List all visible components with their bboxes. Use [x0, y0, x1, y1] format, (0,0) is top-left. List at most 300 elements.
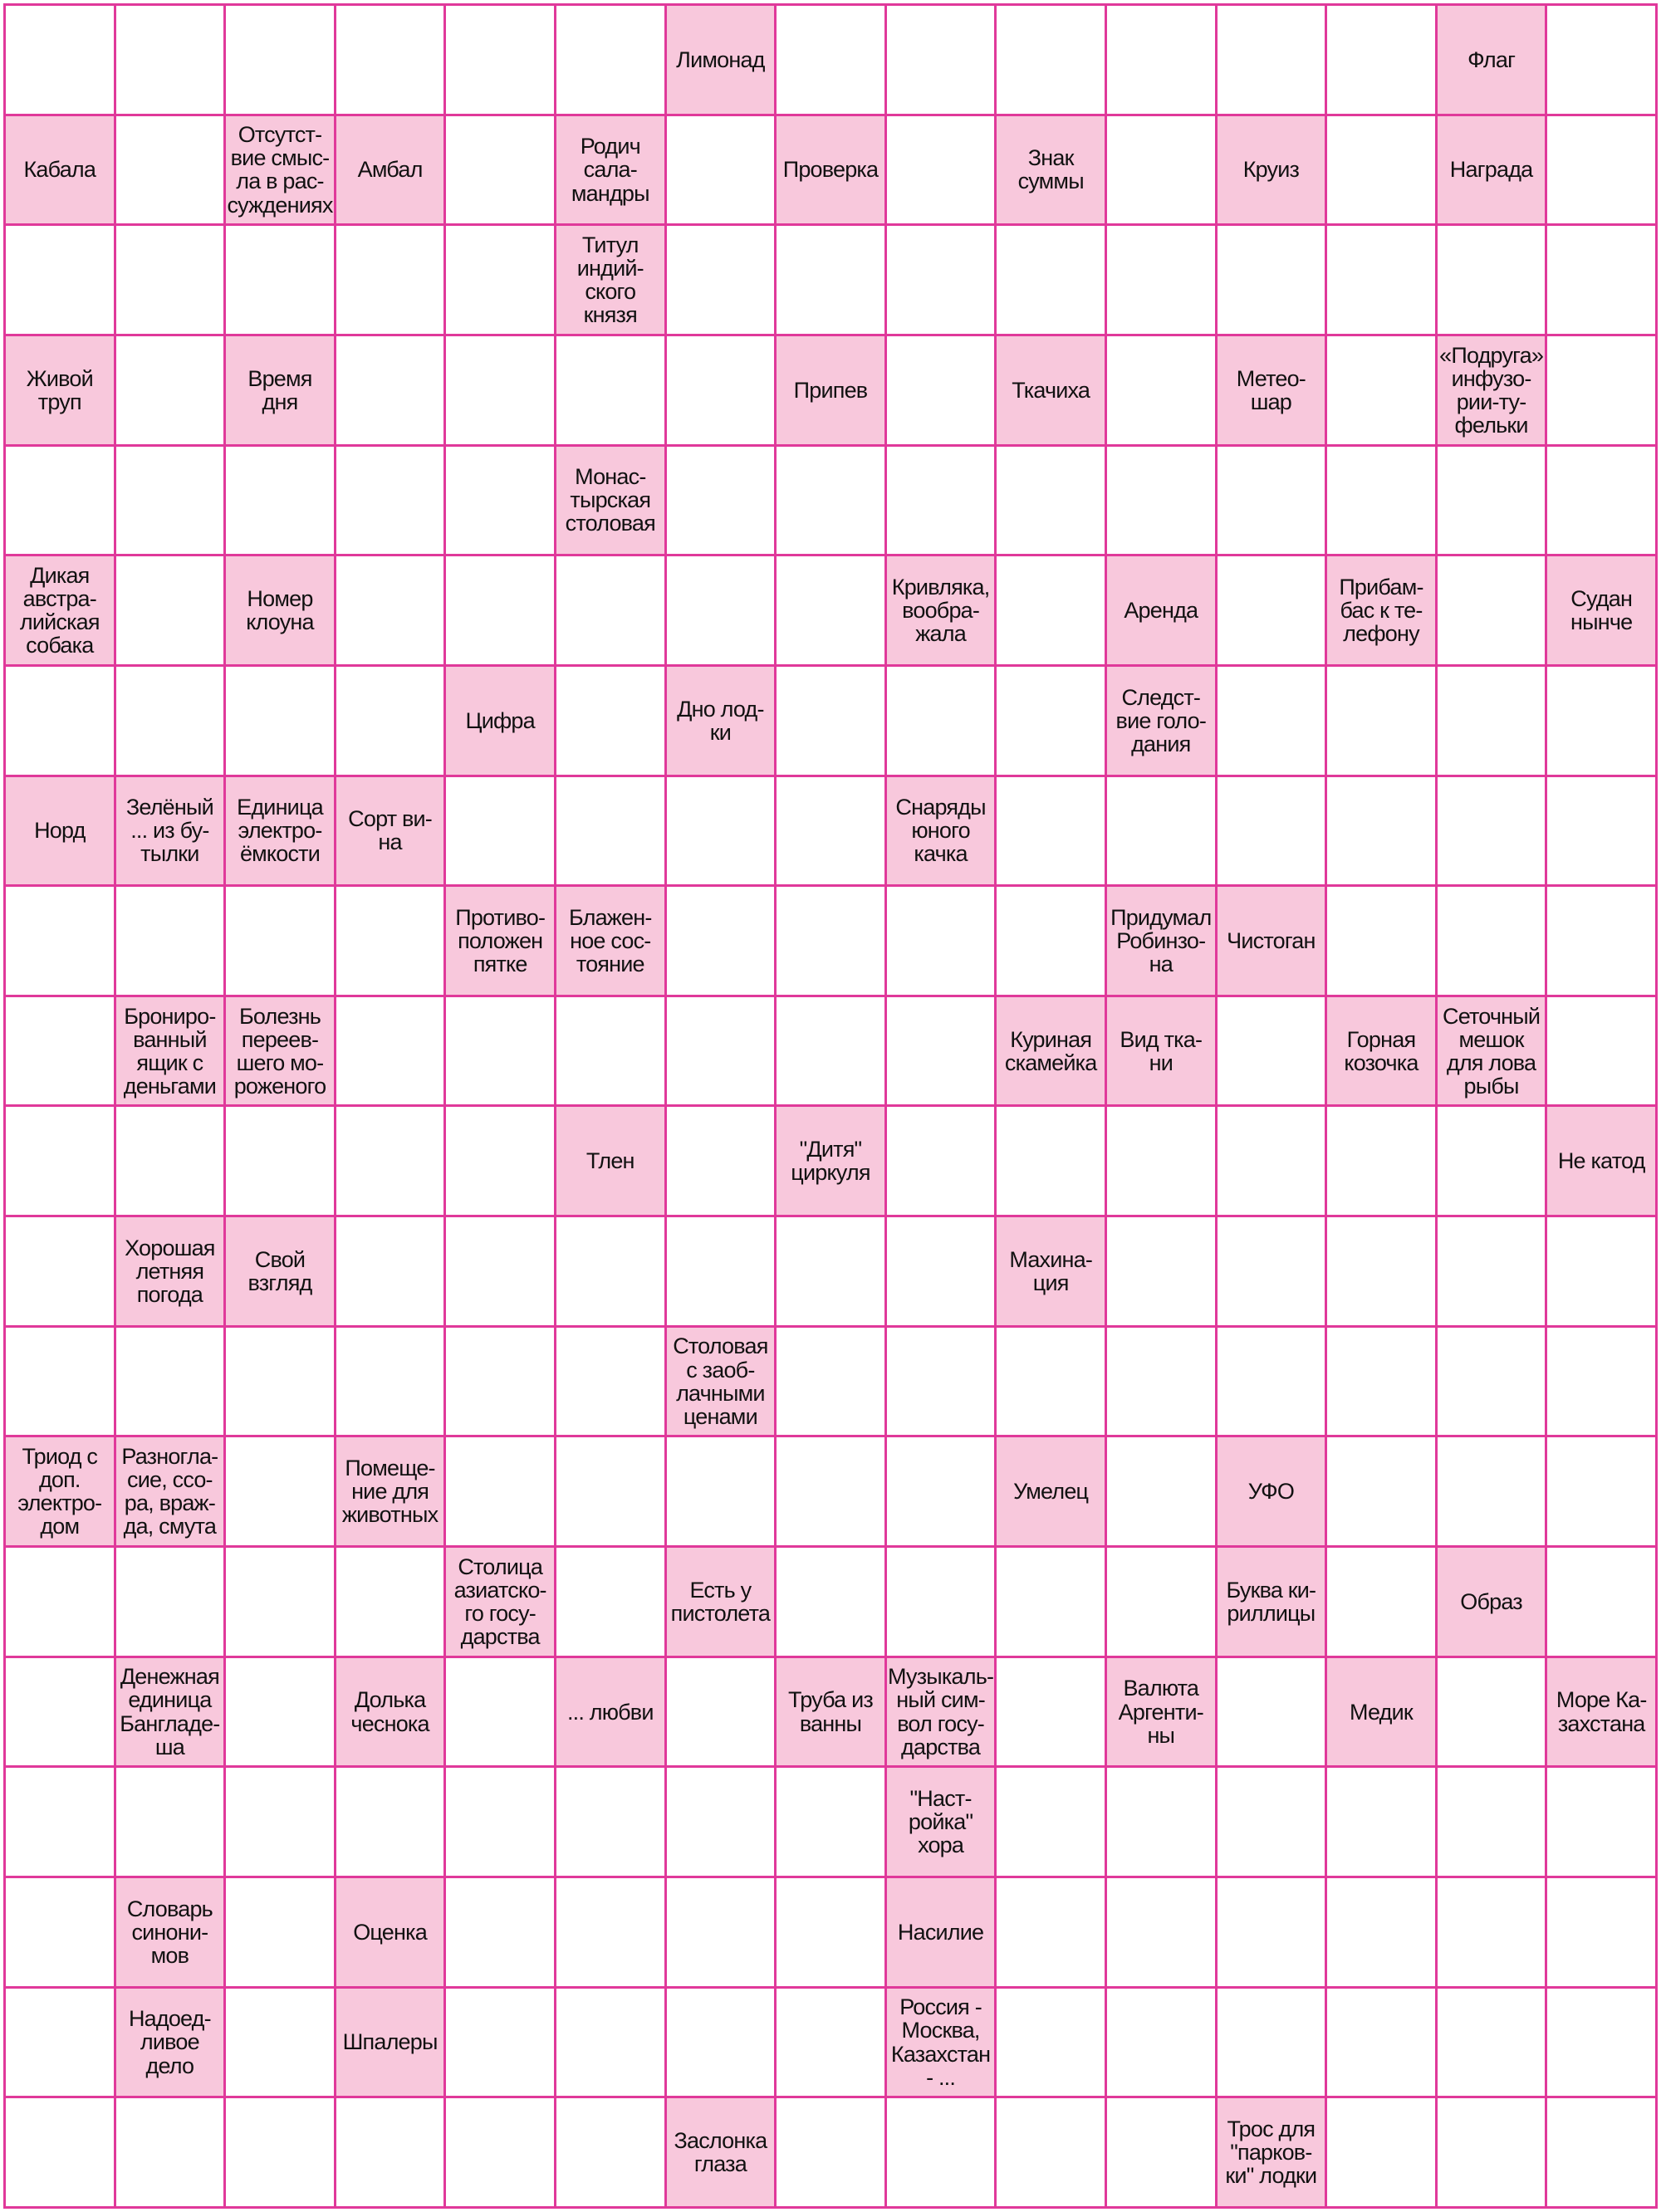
answer-cell[interactable]: [667, 887, 777, 997]
clue-text: Заслонка глаза: [674, 2128, 767, 2177]
clue-cell: [446, 667, 556, 777]
answer-cell[interactable]: [446, 1437, 556, 1548]
clue-text: Аренда: [1124, 598, 1198, 624]
answer-cell[interactable]: [1327, 1878, 1438, 1989]
answer-cell[interactable]: [336, 1768, 447, 1878]
answer-cell[interactable]: [446, 336, 556, 447]
answer-cell[interactable]: [887, 336, 997, 447]
clue-text: ... любви: [566, 1699, 654, 1725]
answer-cell[interactable]: [226, 1437, 336, 1548]
answer-cell[interactable]: [1547, 1768, 1658, 1878]
answer-cell[interactable]: [887, 2098, 997, 2209]
answer-cell[interactable]: [116, 1107, 227, 1217]
clue-cell: [226, 1217, 336, 1328]
answer-cell[interactable]: [556, 1768, 667, 1878]
answer-cell[interactable]: [116, 1548, 227, 1658]
answer-cell[interactable]: [226, 887, 336, 997]
answer-cell[interactable]: [1547, 6, 1658, 116]
answer-cell[interactable]: [1547, 777, 1658, 888]
answer-cell[interactable]: [997, 777, 1107, 888]
clue-cell: [1218, 2098, 1328, 2209]
answer-cell[interactable]: [1107, 6, 1218, 116]
answer-cell[interactable]: [667, 556, 777, 667]
clue-cell: [116, 1217, 227, 1328]
answer-cell[interactable]: [777, 667, 887, 777]
answer-cell[interactable]: [1438, 1768, 1548, 1878]
answer-cell[interactable]: [1327, 6, 1438, 116]
answer-cell[interactable]: [1218, 226, 1328, 336]
answer-cell[interactable]: [1218, 997, 1328, 1108]
answer-cell[interactable]: [1218, 1989, 1328, 2099]
answer-cell[interactable]: [1327, 1328, 1438, 1438]
clue-text: Дикая австра- лийская собака: [19, 562, 100, 658]
clue-cell: [1438, 6, 1548, 116]
answer-cell[interactable]: [1547, 1548, 1658, 1658]
clue-text: Музыкаль- ный сим- вол госу- дарства: [888, 1664, 994, 1759]
answer-cell[interactable]: [667, 997, 777, 1108]
answer-cell[interactable]: [336, 2098, 447, 2209]
answer-cell[interactable]: [667, 1878, 777, 1989]
answer-cell[interactable]: [6, 1217, 116, 1328]
answer-cell[interactable]: [446, 2098, 556, 2209]
answer-cell[interactable]: [1327, 2098, 1438, 2209]
clue-cell: [887, 1989, 997, 2099]
answer-cell[interactable]: [336, 1107, 447, 1217]
answer-cell[interactable]: [116, 1768, 227, 1878]
clue-text: Норд: [34, 818, 86, 844]
answer-cell[interactable]: [997, 1878, 1107, 1989]
clue-text: Родич сала- мандры: [571, 134, 649, 206]
answer-cell[interactable]: [887, 1217, 997, 1328]
answer-cell[interactable]: [1107, 1107, 1218, 1217]
answer-cell[interactable]: [336, 6, 447, 116]
answer-cell[interactable]: [887, 6, 997, 116]
answer-cell[interactable]: [1218, 667, 1328, 777]
clue-text: Судан нынче: [1570, 585, 1633, 635]
answer-cell[interactable]: [887, 1437, 997, 1548]
answer-cell[interactable]: [1107, 2098, 1218, 2209]
answer-cell[interactable]: [1547, 997, 1658, 1108]
clue-cell: [887, 1658, 997, 1769]
answer-cell[interactable]: [226, 2098, 336, 2209]
answer-cell[interactable]: [6, 1658, 116, 1769]
answer-cell[interactable]: [777, 1548, 887, 1658]
clue-cell: [116, 997, 227, 1108]
answer-cell[interactable]: [446, 1217, 556, 1328]
clue-text: Знак суммы: [1017, 145, 1084, 194]
answer-cell[interactable]: [446, 116, 556, 227]
answer-cell[interactable]: [556, 1878, 667, 1989]
answer-cell[interactable]: [6, 1768, 116, 1878]
clue-cell: [6, 1437, 116, 1548]
answer-cell[interactable]: [1218, 1328, 1328, 1438]
answer-cell[interactable]: [116, 556, 227, 667]
answer-cell[interactable]: [887, 447, 997, 557]
clue-text: Куриная скамейка: [1004, 1026, 1097, 1075]
answer-cell[interactable]: [116, 447, 227, 557]
answer-cell[interactable]: [777, 887, 887, 997]
clue-cell: [226, 116, 336, 227]
answer-cell[interactable]: [1327, 336, 1438, 447]
answer-cell[interactable]: [1547, 1217, 1658, 1328]
answer-cell[interactable]: [1547, 226, 1658, 336]
answer-cell[interactable]: [887, 667, 997, 777]
clue-cell: [556, 447, 667, 557]
answer-cell[interactable]: [777, 997, 887, 1108]
answer-cell[interactable]: [6, 667, 116, 777]
clue-cell: [116, 1878, 227, 1989]
answer-cell[interactable]: [226, 667, 336, 777]
answer-cell[interactable]: [667, 1989, 777, 2099]
answer-cell[interactable]: [226, 1328, 336, 1438]
answer-cell[interactable]: [1107, 1437, 1218, 1548]
answer-cell[interactable]: [446, 1989, 556, 2099]
answer-cell[interactable]: [116, 1328, 227, 1438]
answer-cell[interactable]: [1107, 116, 1218, 227]
clue-text: Цифра: [465, 707, 535, 733]
answer-cell[interactable]: [556, 667, 667, 777]
answer-cell[interactable]: [1438, 667, 1548, 777]
answer-cell[interactable]: [997, 226, 1107, 336]
answer-cell[interactable]: [1327, 667, 1438, 777]
clue-cell: [1107, 667, 1218, 777]
answer-cell[interactable]: [1327, 777, 1438, 888]
answer-cell[interactable]: [1218, 447, 1328, 557]
answer-cell[interactable]: [556, 1548, 667, 1658]
clue-cell: [1107, 887, 1218, 997]
answer-cell[interactable]: [336, 1548, 447, 1658]
answer-cell[interactable]: [1218, 1658, 1328, 1769]
answer-cell[interactable]: [6, 997, 116, 1108]
clue-cell: [997, 1217, 1107, 1328]
answer-cell[interactable]: [1327, 1107, 1438, 1217]
answer-cell[interactable]: [556, 777, 667, 888]
answer-cell[interactable]: [1438, 1107, 1548, 1217]
answer-cell[interactable]: [336, 336, 447, 447]
answer-cell[interactable]: [446, 997, 556, 1108]
answer-cell[interactable]: [226, 1878, 336, 1989]
answer-cell[interactable]: [446, 6, 556, 116]
answer-cell[interactable]: [777, 1878, 887, 1989]
answer-cell[interactable]: [1438, 1878, 1548, 1989]
answer-cell[interactable]: [997, 6, 1107, 116]
answer-cell[interactable]: [1547, 1878, 1658, 1989]
clue-cell: [226, 777, 336, 888]
answer-cell[interactable]: [1547, 447, 1658, 557]
answer-cell[interactable]: [667, 116, 777, 227]
answer-cell[interactable]: [226, 1548, 336, 1658]
clue-text: Валюта Аргенти- ны: [1118, 1676, 1203, 1748]
clue-text: Труба из ванны: [788, 1687, 873, 1736]
answer-cell[interactable]: [556, 997, 667, 1108]
answer-cell[interactable]: [1107, 447, 1218, 557]
clue-text: Снаряды юного качка: [895, 795, 986, 867]
answer-cell[interactable]: [1547, 116, 1658, 227]
clue-text: Надоед- ливое дело: [128, 2006, 211, 2078]
answer-cell[interactable]: [1327, 226, 1438, 336]
clue-text: "Наст- ройка" хора: [908, 1786, 973, 1858]
answer-cell[interactable]: [667, 777, 777, 888]
clue-cell: [777, 336, 887, 447]
clue-text: «Подруга» инфузо- рии-ту- фельки: [1439, 342, 1544, 438]
answer-cell[interactable]: [1107, 1878, 1218, 1989]
answer-cell[interactable]: [1218, 1107, 1328, 1217]
answer-cell[interactable]: [1107, 226, 1218, 336]
answer-cell[interactable]: [887, 1107, 997, 1217]
answer-cell[interactable]: [336, 887, 447, 997]
answer-cell[interactable]: [777, 1989, 887, 2099]
answer-cell[interactable]: [226, 6, 336, 116]
clue-text: Прибам- бас к те- лефону: [1339, 574, 1423, 647]
answer-cell[interactable]: [6, 447, 116, 557]
answer-cell[interactable]: [777, 1768, 887, 1878]
answer-cell[interactable]: [887, 116, 997, 227]
clue-cell: [997, 336, 1107, 447]
answer-cell[interactable]: [1327, 887, 1438, 997]
answer-cell[interactable]: [1107, 1328, 1218, 1438]
clue-text: Противо- положен пятке: [455, 904, 546, 977]
answer-cell[interactable]: [667, 336, 777, 447]
answer-cell[interactable]: [997, 1768, 1107, 1878]
clue-cell: [556, 1107, 667, 1217]
answer-cell[interactable]: [997, 887, 1107, 997]
answer-cell[interactable]: [1547, 2098, 1658, 2209]
answer-cell[interactable]: [777, 226, 887, 336]
answer-cell[interactable]: [1218, 6, 1328, 116]
answer-cell[interactable]: [6, 1878, 116, 1989]
answer-cell[interactable]: [1547, 336, 1658, 447]
answer-cell[interactable]: [1438, 1658, 1548, 1769]
clue-text: Образ: [1460, 1588, 1522, 1614]
answer-cell[interactable]: [336, 226, 447, 336]
answer-cell[interactable]: [336, 1328, 447, 1438]
answer-cell[interactable]: [6, 6, 116, 116]
answer-cell[interactable]: [1547, 887, 1658, 997]
clue-text: Придумал Робинзо- на: [1110, 904, 1212, 977]
answer-cell[interactable]: [446, 1878, 556, 1989]
answer-cell[interactable]: [777, 1437, 887, 1548]
answer-cell[interactable]: [446, 447, 556, 557]
answer-cell[interactable]: [997, 556, 1107, 667]
answer-cell[interactable]: [6, 1989, 116, 2099]
clue-text: Проверка: [782, 157, 879, 183]
answer-cell[interactable]: [1107, 1548, 1218, 1658]
clue-text: Монас- тырская столовая: [565, 464, 655, 536]
clue-cell: [226, 556, 336, 667]
answer-cell[interactable]: [1438, 1437, 1548, 1548]
clue-text: Вид тка- ни: [1120, 1026, 1203, 1075]
answer-cell[interactable]: [1218, 1878, 1328, 1989]
clue-text: Буква ки- риллицы: [1226, 1577, 1316, 1626]
clue-cell: [1438, 997, 1548, 1108]
answer-cell[interactable]: [997, 1548, 1107, 1658]
answer-cell[interactable]: [116, 226, 227, 336]
answer-cell[interactable]: [1438, 1989, 1548, 2099]
answer-cell[interactable]: [1327, 116, 1438, 227]
answer-cell[interactable]: [6, 1107, 116, 1217]
answer-cell[interactable]: [6, 2098, 116, 2209]
clue-cell: [6, 777, 116, 888]
clue-cell: [446, 887, 556, 997]
answer-cell[interactable]: [116, 6, 227, 116]
answer-cell[interactable]: [1547, 1328, 1658, 1438]
answer-cell[interactable]: [1438, 556, 1548, 667]
answer-cell[interactable]: [777, 447, 887, 557]
answer-cell[interactable]: [336, 997, 447, 1108]
answer-cell[interactable]: [446, 1658, 556, 1769]
answer-cell[interactable]: [446, 1107, 556, 1217]
answer-cell[interactable]: [556, 6, 667, 116]
answer-cell[interactable]: [1547, 1989, 1658, 2099]
answer-cell[interactable]: [226, 1989, 336, 2099]
answer-cell[interactable]: [556, 556, 667, 667]
clue-cell: [336, 1658, 447, 1769]
answer-cell[interactable]: [1218, 1217, 1328, 1328]
answer-cell[interactable]: [887, 1328, 997, 1438]
answer-cell[interactable]: [226, 1658, 336, 1769]
answer-cell[interactable]: [226, 1768, 336, 1878]
answer-cell[interactable]: [336, 447, 447, 557]
clue-text: Лимонад: [676, 46, 765, 72]
clue-cell: [1438, 116, 1548, 227]
answer-cell[interactable]: [1218, 1768, 1328, 1878]
answer-cell[interactable]: [667, 1658, 777, 1769]
answer-cell[interactable]: [1107, 1217, 1218, 1328]
answer-cell[interactable]: [226, 226, 336, 336]
answer-cell[interactable]: [1438, 1328, 1548, 1438]
clue-cell: [1438, 1548, 1548, 1658]
clue-text: Зелёный ... из бу- тылки: [125, 795, 213, 867]
answer-cell[interactable]: [446, 226, 556, 336]
answer-cell[interactable]: [667, 1217, 777, 1328]
answer-cell[interactable]: [556, 1217, 667, 1328]
answer-cell[interactable]: [1327, 1768, 1438, 1878]
answer-cell[interactable]: [887, 226, 997, 336]
answer-cell[interactable]: [667, 1107, 777, 1217]
clue-cell: [1107, 1658, 1218, 1769]
answer-cell[interactable]: [667, 447, 777, 557]
answer-cell[interactable]: [116, 2098, 227, 2209]
answer-cell[interactable]: [777, 2098, 887, 2209]
answer-cell[interactable]: [997, 1328, 1107, 1438]
clue-text: Метео- шар: [1236, 365, 1306, 414]
answer-cell[interactable]: [1438, 777, 1548, 888]
clue-cell: [226, 336, 336, 447]
answer-cell[interactable]: [116, 887, 227, 997]
clue-cell: [336, 1878, 447, 1989]
answer-cell[interactable]: [6, 226, 116, 336]
answer-cell[interactable]: [1438, 1217, 1548, 1328]
answer-cell[interactable]: [777, 6, 887, 116]
answer-cell[interactable]: [6, 887, 116, 997]
answer-cell[interactable]: [1218, 777, 1328, 888]
answer-cell[interactable]: [1327, 1989, 1438, 2099]
clue-text: Круиз: [1242, 157, 1300, 183]
answer-cell[interactable]: [887, 887, 997, 997]
answer-cell[interactable]: [446, 1768, 556, 1878]
answer-cell[interactable]: [1438, 447, 1548, 557]
clue-cell: [1327, 1658, 1438, 1769]
answer-cell[interactable]: [997, 447, 1107, 557]
clue-text: Амбал: [357, 157, 423, 183]
answer-cell[interactable]: [997, 1658, 1107, 1769]
answer-cell[interactable]: [1438, 226, 1548, 336]
clue-cell: [556, 226, 667, 336]
answer-cell[interactable]: [997, 2098, 1107, 2209]
answer-cell[interactable]: [1438, 887, 1548, 997]
answer-cell[interactable]: [1327, 447, 1438, 557]
clue-text: Номер клоуна: [246, 585, 314, 635]
answer-cell[interactable]: [777, 1328, 887, 1438]
answer-cell[interactable]: [446, 1328, 556, 1438]
answer-cell[interactable]: [777, 556, 887, 667]
answer-cell[interactable]: [1107, 1768, 1218, 1878]
answer-cell[interactable]: [997, 1989, 1107, 2099]
answer-cell[interactable]: [6, 1328, 116, 1438]
answer-cell[interactable]: [1218, 556, 1328, 667]
clue-text: Ткачиха: [1012, 377, 1090, 403]
answer-cell[interactable]: [226, 1107, 336, 1217]
answer-cell[interactable]: [1327, 1437, 1438, 1548]
answer-cell[interactable]: [116, 336, 227, 447]
answer-cell[interactable]: [1438, 2098, 1548, 2209]
answer-cell[interactable]: [667, 1437, 777, 1548]
answer-cell[interactable]: [777, 1217, 887, 1328]
answer-cell[interactable]: [1107, 336, 1218, 447]
answer-cell[interactable]: [1107, 1989, 1218, 2099]
clue-cell: [226, 997, 336, 1108]
clue-text: Горная козочка: [1344, 1026, 1418, 1075]
answer-cell[interactable]: [116, 116, 227, 227]
answer-cell[interactable]: [667, 226, 777, 336]
answer-cell[interactable]: [556, 1989, 667, 2099]
answer-cell[interactable]: [446, 556, 556, 667]
clue-text: Тлен: [586, 1148, 635, 1174]
answer-cell[interactable]: [6, 1548, 116, 1658]
answer-cell[interactable]: [1547, 667, 1658, 777]
answer-cell[interactable]: [336, 556, 447, 667]
answer-cell[interactable]: [997, 1107, 1107, 1217]
answer-cell[interactable]: [226, 447, 336, 557]
answer-cell[interactable]: [1107, 777, 1218, 888]
answer-cell[interactable]: [1547, 1437, 1658, 1548]
clue-cell: [997, 1437, 1107, 1548]
clue-text: Махина- ция: [1009, 1246, 1093, 1295]
answer-cell[interactable]: [556, 336, 667, 447]
answer-cell[interactable]: [667, 1768, 777, 1878]
clue-text: Отсутст- вие смыс- ла в рас- суждениях: [227, 122, 333, 218]
answer-cell[interactable]: [1327, 1217, 1438, 1328]
answer-cell[interactable]: [116, 667, 227, 777]
answer-cell[interactable]: [446, 777, 556, 888]
clue-cell: [887, 556, 997, 667]
answer-cell[interactable]: [777, 777, 887, 888]
answer-cell[interactable]: [887, 997, 997, 1108]
answer-cell[interactable]: [1327, 1548, 1438, 1658]
clue-text: Припев: [793, 377, 868, 403]
answer-cell[interactable]: [887, 1548, 997, 1658]
answer-cell[interactable]: [556, 1437, 667, 1548]
clue-text: Живой труп: [26, 365, 93, 414]
answer-cell[interactable]: [336, 667, 447, 777]
answer-cell[interactable]: [556, 1328, 667, 1438]
answer-cell[interactable]: [556, 2098, 667, 2209]
answer-cell[interactable]: [997, 667, 1107, 777]
clue-cell: [887, 1878, 997, 1989]
clue-cell: [667, 667, 777, 777]
answer-cell[interactable]: [336, 1217, 447, 1328]
clue-text: Разногла- сие, ссо- ра, враж- да, смута: [121, 1444, 218, 1539]
